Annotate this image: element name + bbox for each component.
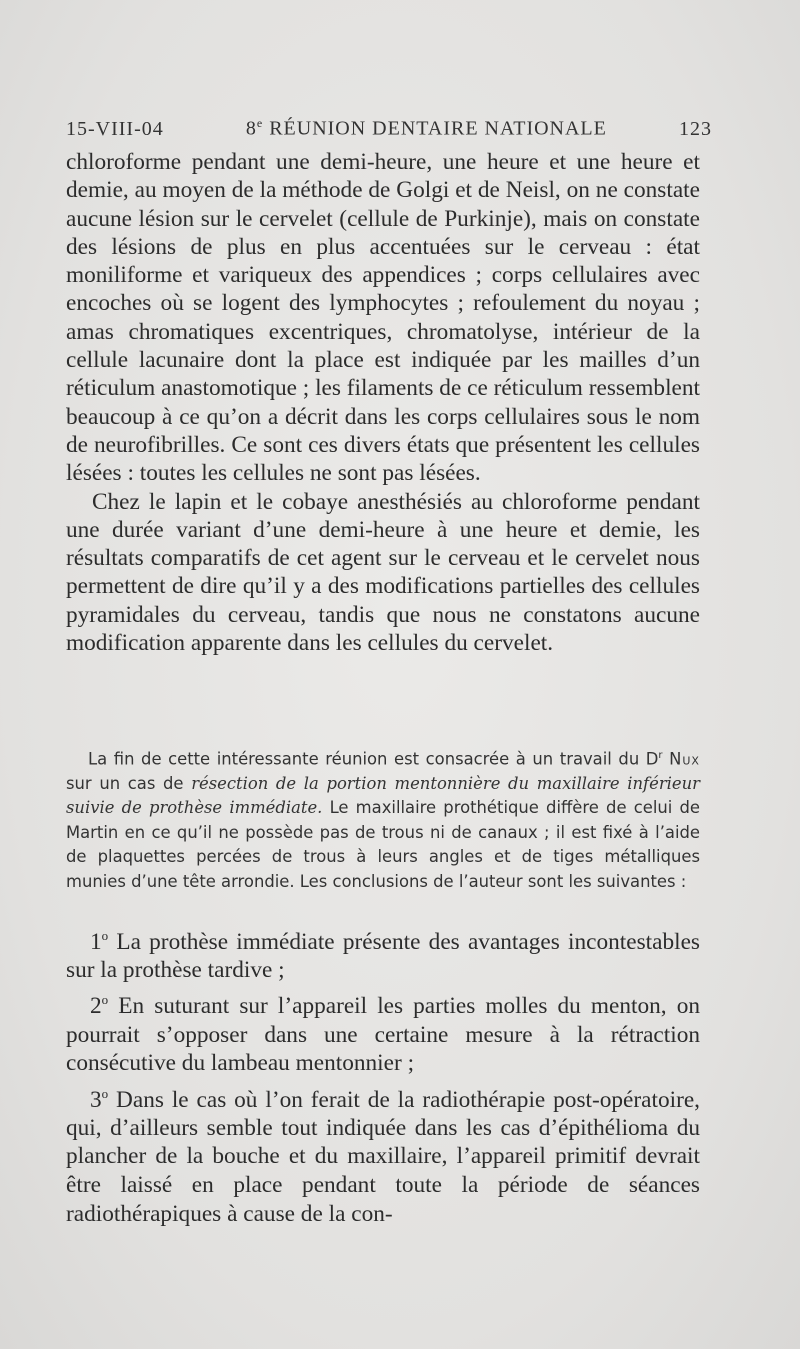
list-number: 2	[90, 993, 102, 1020]
list-number-sup: o	[101, 928, 109, 943]
doctor-name: Nux	[669, 749, 700, 769]
summary-text	[66, 744, 700, 894]
list-text: La prothèse immédiate présente des avantages incontestables sur la prothèse tardive ;	[66, 928, 700, 984]
main-body	[66, 148, 700, 657]
running-header	[66, 116, 712, 141]
summary-intro: La fin de cette intéressante réunion est consacrée à un travail du	[88, 749, 640, 769]
conclusions-list	[66, 922, 700, 1230]
summary-paragraph	[66, 744, 700, 894]
header-ordinal: 8	[245, 117, 257, 140]
doctor-sup: r	[658, 750, 663, 761]
list-item	[66, 1080, 700, 1229]
header-date: 15-VIII-04	[66, 117, 164, 140]
summary-italic-title: résection de la portion mentonnière du maxillaire inférieur suivie de prothèse immédiate.	[66, 773, 700, 818]
list-item	[66, 922, 700, 985]
list-number: 1	[90, 928, 102, 955]
paragraph: Chez le lapin et le cobaye anesthésiés au chloroforme pendant une durée variant d’une demi-heure à une heure et demie, les résultats comparatifs de cet agent sur le cerveau et le cervelet nous permettent de dire qu’il y a des modifications partielles des cellules pyramidales du cerveau, tandis que nous ne constatons aucune modification apparente dans les cellules du cervelet.	[66, 488, 700, 657]
page-number: 123	[679, 117, 712, 140]
paragraph: chloroforme pendant une demi-heure, une heure et une heure et demie, au moyen de la méthode de Golgi et de Neisl, on ne constate aucune lésion sur le cervelet (cellule de Purkinje), mais on constate des lésions de plus en plus accentuées sur le cerveau : état moniliforme et variqueux des appendices ; corps cellulaires avec encoches où se logent des lymphocytes ; refoulement du noyau ; amas chromatiques excentriques, chromatolyse, intérieur de la cellule lacunaire dont la place est indiquée par les mailles d’un réticulum anastomotique ; les filaments de ce réticulum ressemblent beaucoup à ce qu’on a décrit dans les corps cellulaires sous le nom de neurofibrilles. Ce sont ces divers états que présentent les cellules lésées : toutes les cellules ne sont pas lésées.	[66, 149, 700, 487]
header-title-text: RÉUNION DENTAIRE NATIONALE	[269, 117, 607, 140]
doctor-abbr: D	[645, 749, 659, 769]
list-number: 3	[90, 1086, 102, 1113]
list-number-sup: o	[101, 1085, 109, 1101]
summary-rest: Le maxillaire prothétique diffère de celui de Martin en ce qu’il ne possède pas de trous ni de canaux ; il est fixé à l’aide de plaquettes percées de trous à leurs angles et de tiges métalliques munies d’une tête arrondie. Les conclusions de l’auteur sont les suivantes :	[66, 798, 700, 891]
summary-mid: sur un cas de	[66, 773, 184, 793]
list-item	[66, 986, 700, 1078]
header-title	[164, 116, 679, 141]
list-text: En suturant sur l’appareil les parties molles du menton, on pourrait s’opposer dans une certaine mesure à la rétraction consécutive du lambeau mentonnier ;	[66, 993, 700, 1077]
header-ordinal-sup: e	[256, 116, 264, 130]
list-text: Dans le cas où l’on ferait de la radiothérapie post-opératoire, qui, d’ailleurs semble tout indiquée dans les cas d’épithélioma du plancher de la bouche et du maxillaire, l’appareil primitif devrait être laissé en place pendant toute la période de séances radiothérapiques à cause de la con-	[66, 1086, 700, 1227]
list-number-sup: o	[101, 992, 109, 1008]
